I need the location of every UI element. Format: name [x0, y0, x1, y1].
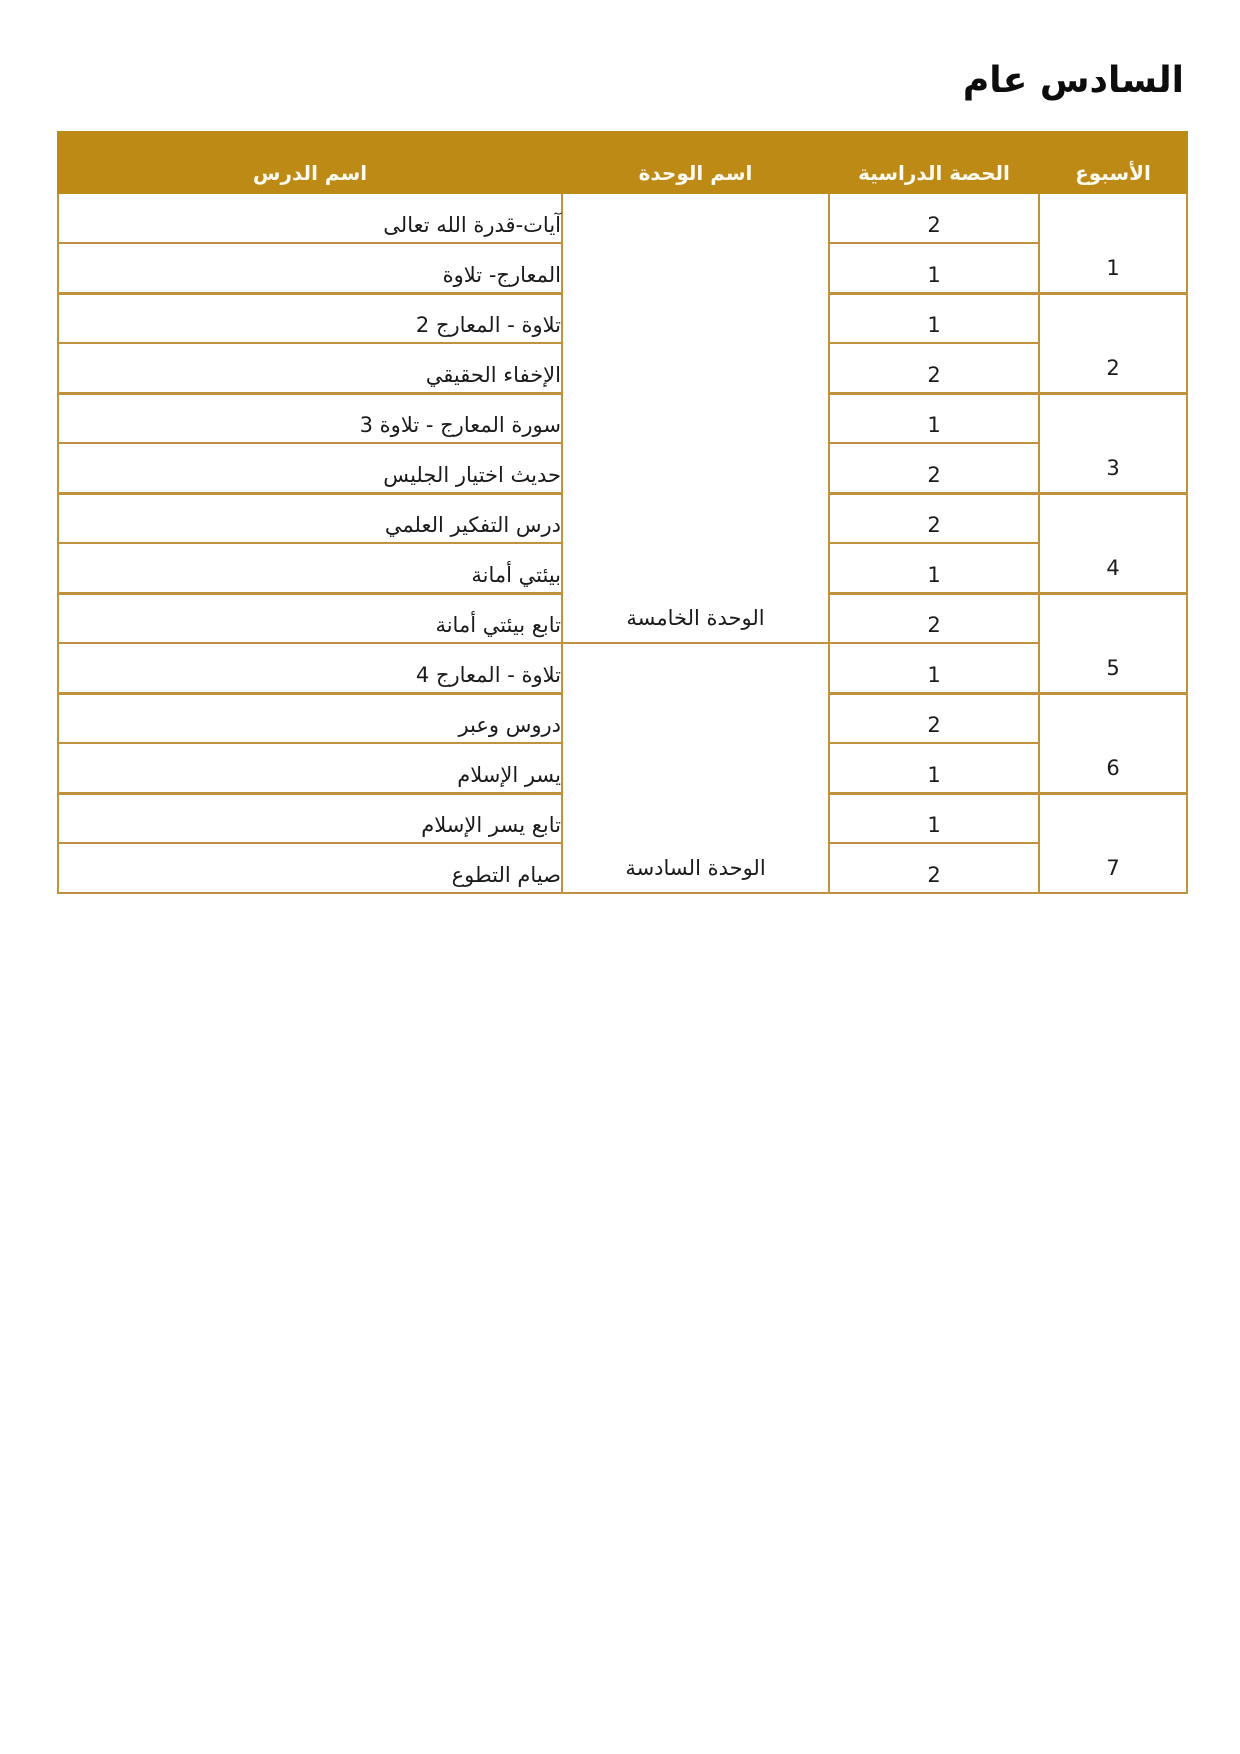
lesson-cell: بيئتي أمانة	[58, 543, 562, 593]
period-cell: 1	[829, 393, 1039, 443]
header-row	[58, 132, 1187, 193]
week-cell	[1039, 793, 1187, 893]
lesson-cell: الإخفاء الحقيقي	[58, 343, 562, 393]
lesson-cell: المعارج- تلاوة	[58, 243, 562, 293]
column-header-period: الحصة الدراسية	[829, 132, 1039, 193]
table-row	[58, 193, 1187, 243]
unit-cell	[562, 643, 829, 893]
lesson-cell: تلاوة - المعارج 2	[58, 293, 562, 343]
period-cell: 2	[829, 443, 1039, 493]
period-cell: 1	[829, 743, 1039, 793]
week-cell-label: 3	[1106, 455, 1120, 480]
period-cell: 1	[829, 243, 1039, 293]
week-cell	[1039, 393, 1187, 493]
week-cell	[1039, 493, 1187, 593]
lesson-cell: تلاوة - المعارج 4	[58, 643, 562, 693]
lesson-cell: تابع يسر الإسلام	[58, 793, 562, 843]
lesson-cell: سورة المعارج - تلاوة 3	[58, 393, 562, 443]
lesson-cell: آيات-قدرة الله تعالى	[58, 193, 562, 243]
period-cell: 2	[829, 493, 1039, 543]
week-cell-label: 4	[1106, 555, 1120, 580]
column-header-unit: اسم الوحدة	[562, 132, 829, 193]
lesson-cell: دروس وعبر	[58, 693, 562, 743]
lesson-cell: صيام التطوع	[58, 843, 562, 893]
table-row	[58, 643, 1187, 693]
week-cell-label: 7	[1106, 856, 1120, 880]
week-cell-label: 2	[1106, 355, 1120, 380]
period-cell: 2	[829, 843, 1039, 893]
column-header-lesson: اسم الدرس	[58, 132, 562, 193]
unit-cell	[562, 193, 829, 643]
lesson-cell: يسر الإسلام	[58, 743, 562, 793]
period-cell: 2	[829, 593, 1039, 643]
week-cell-label: 5	[1106, 655, 1120, 680]
period-cell: 1	[829, 643, 1039, 693]
period-cell: 2	[829, 343, 1039, 393]
period-cell: 1	[829, 793, 1039, 843]
column-header-week: الأسبوع	[1039, 132, 1187, 193]
week-cell-label: 6	[1106, 755, 1120, 780]
period-cell: 1	[829, 543, 1039, 593]
lesson-cell: تابع بيئتي أمانة	[58, 593, 562, 643]
page-title: السادس عام	[962, 60, 1184, 101]
schedule-table	[57, 131, 1188, 894]
lesson-cell: درس التفكير العلمي	[58, 493, 562, 543]
lesson-cell: حديث اختيار الجليس	[58, 443, 562, 493]
week-cell-label: 1	[1106, 255, 1120, 280]
period-cell: 1	[829, 293, 1039, 343]
week-cell	[1039, 593, 1187, 693]
period-cell: 2	[829, 693, 1039, 743]
unit-cell-label: الوحدة الخامسة	[626, 606, 765, 630]
week-cell	[1039, 693, 1187, 793]
unit-cell-label: الوحدة السادسة	[625, 856, 766, 880]
week-cell	[1039, 293, 1187, 393]
period-cell: 2	[829, 193, 1039, 243]
week-cell	[1039, 193, 1187, 293]
